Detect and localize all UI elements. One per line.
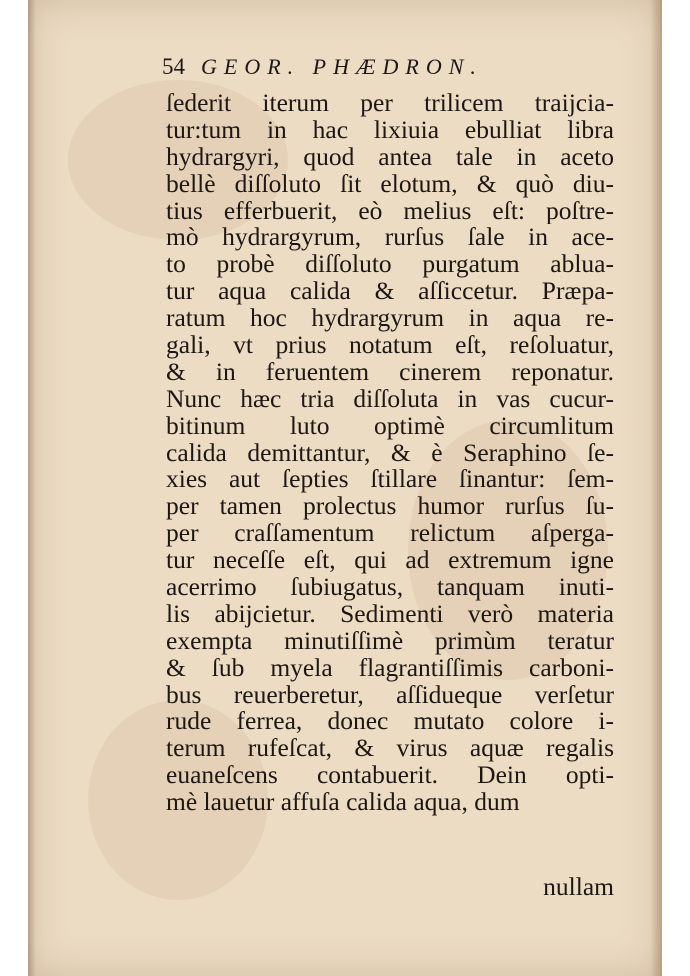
text-line: ratum hoc hydrargyrum in aqua re- bbox=[166, 305, 614, 333]
body-text bbox=[166, 90, 614, 816]
text-line: tur aqua calida & aſſiccetur. Præpa- bbox=[166, 278, 614, 306]
text-line: xies aut ſepties ſtillare ſinantur: ſem- bbox=[166, 466, 614, 494]
text-line: bitinum luto optimè circumlitum bbox=[166, 412, 614, 440]
text-line: & ſub myela flagrantiſſimis carboni- bbox=[166, 654, 614, 682]
book-page bbox=[28, 0, 662, 976]
text-line: calida demittantur, & è Seraphino ſe- bbox=[166, 439, 614, 467]
catchword: nullam bbox=[543, 872, 614, 901]
text-line: exempta minutiſſimè primùm teratur bbox=[166, 627, 614, 655]
page-edge-left bbox=[28, 0, 36, 976]
text-line: tur neceſſe eſt, qui ad extremum igne bbox=[166, 547, 614, 575]
text-line: per tamen prolectus humor rurſus ſu- bbox=[166, 493, 614, 521]
text-line: ſederit iterum per trilicem traijcia- bbox=[166, 90, 614, 117]
text-line: Nunc hæc tria diſſoluta in vas cucur- bbox=[166, 385, 614, 413]
text-line: bus reuerberetur, aſſidueque verſetur bbox=[166, 681, 614, 709]
running-header bbox=[162, 54, 483, 80]
text-line: hydrargyri, quod antea tale in aceto bbox=[166, 143, 614, 171]
page-edge-right bbox=[650, 0, 662, 976]
text-line: per craſſamentum relictum aſperga- bbox=[166, 520, 614, 548]
text-line: lis abijcietur. Sedimenti verò materia bbox=[166, 600, 614, 628]
text-line: rude ferrea, donec mutato colore i- bbox=[166, 708, 614, 736]
running-title: GEOR. PHÆDRON. bbox=[201, 54, 483, 79]
text-line: euaneſcens contabuerit. Dein opti- bbox=[166, 762, 614, 790]
text-line: terum rufeſcat, & virus aquæ regalis bbox=[166, 735, 614, 763]
text-line: mò hydrargyrum, rurſus ſale in ace- bbox=[166, 224, 614, 252]
text-line: gali, vt prius notatum eſt, reſoluatur, bbox=[166, 332, 614, 359]
text-line: tur:tum in hac lixiuia ebulliat libra bbox=[166, 116, 614, 144]
text-line: to probè diſſoluto purgatum ablua- bbox=[166, 251, 614, 279]
text-line: & in feruentem cinerem reponatur. bbox=[166, 358, 614, 386]
page-number: 54 bbox=[162, 54, 185, 79]
text-line: acerrimo ſubiugatus, tanquam inuti- bbox=[166, 574, 614, 601]
text-line: bellè diſſoluto ſit elotum, & quò diu- bbox=[166, 170, 614, 198]
text-line: tius efferbuerit, eò melius eſt: poſtre- bbox=[166, 197, 614, 225]
text-line: mè lauetur affuſa calida aqua, dum bbox=[166, 789, 520, 817]
